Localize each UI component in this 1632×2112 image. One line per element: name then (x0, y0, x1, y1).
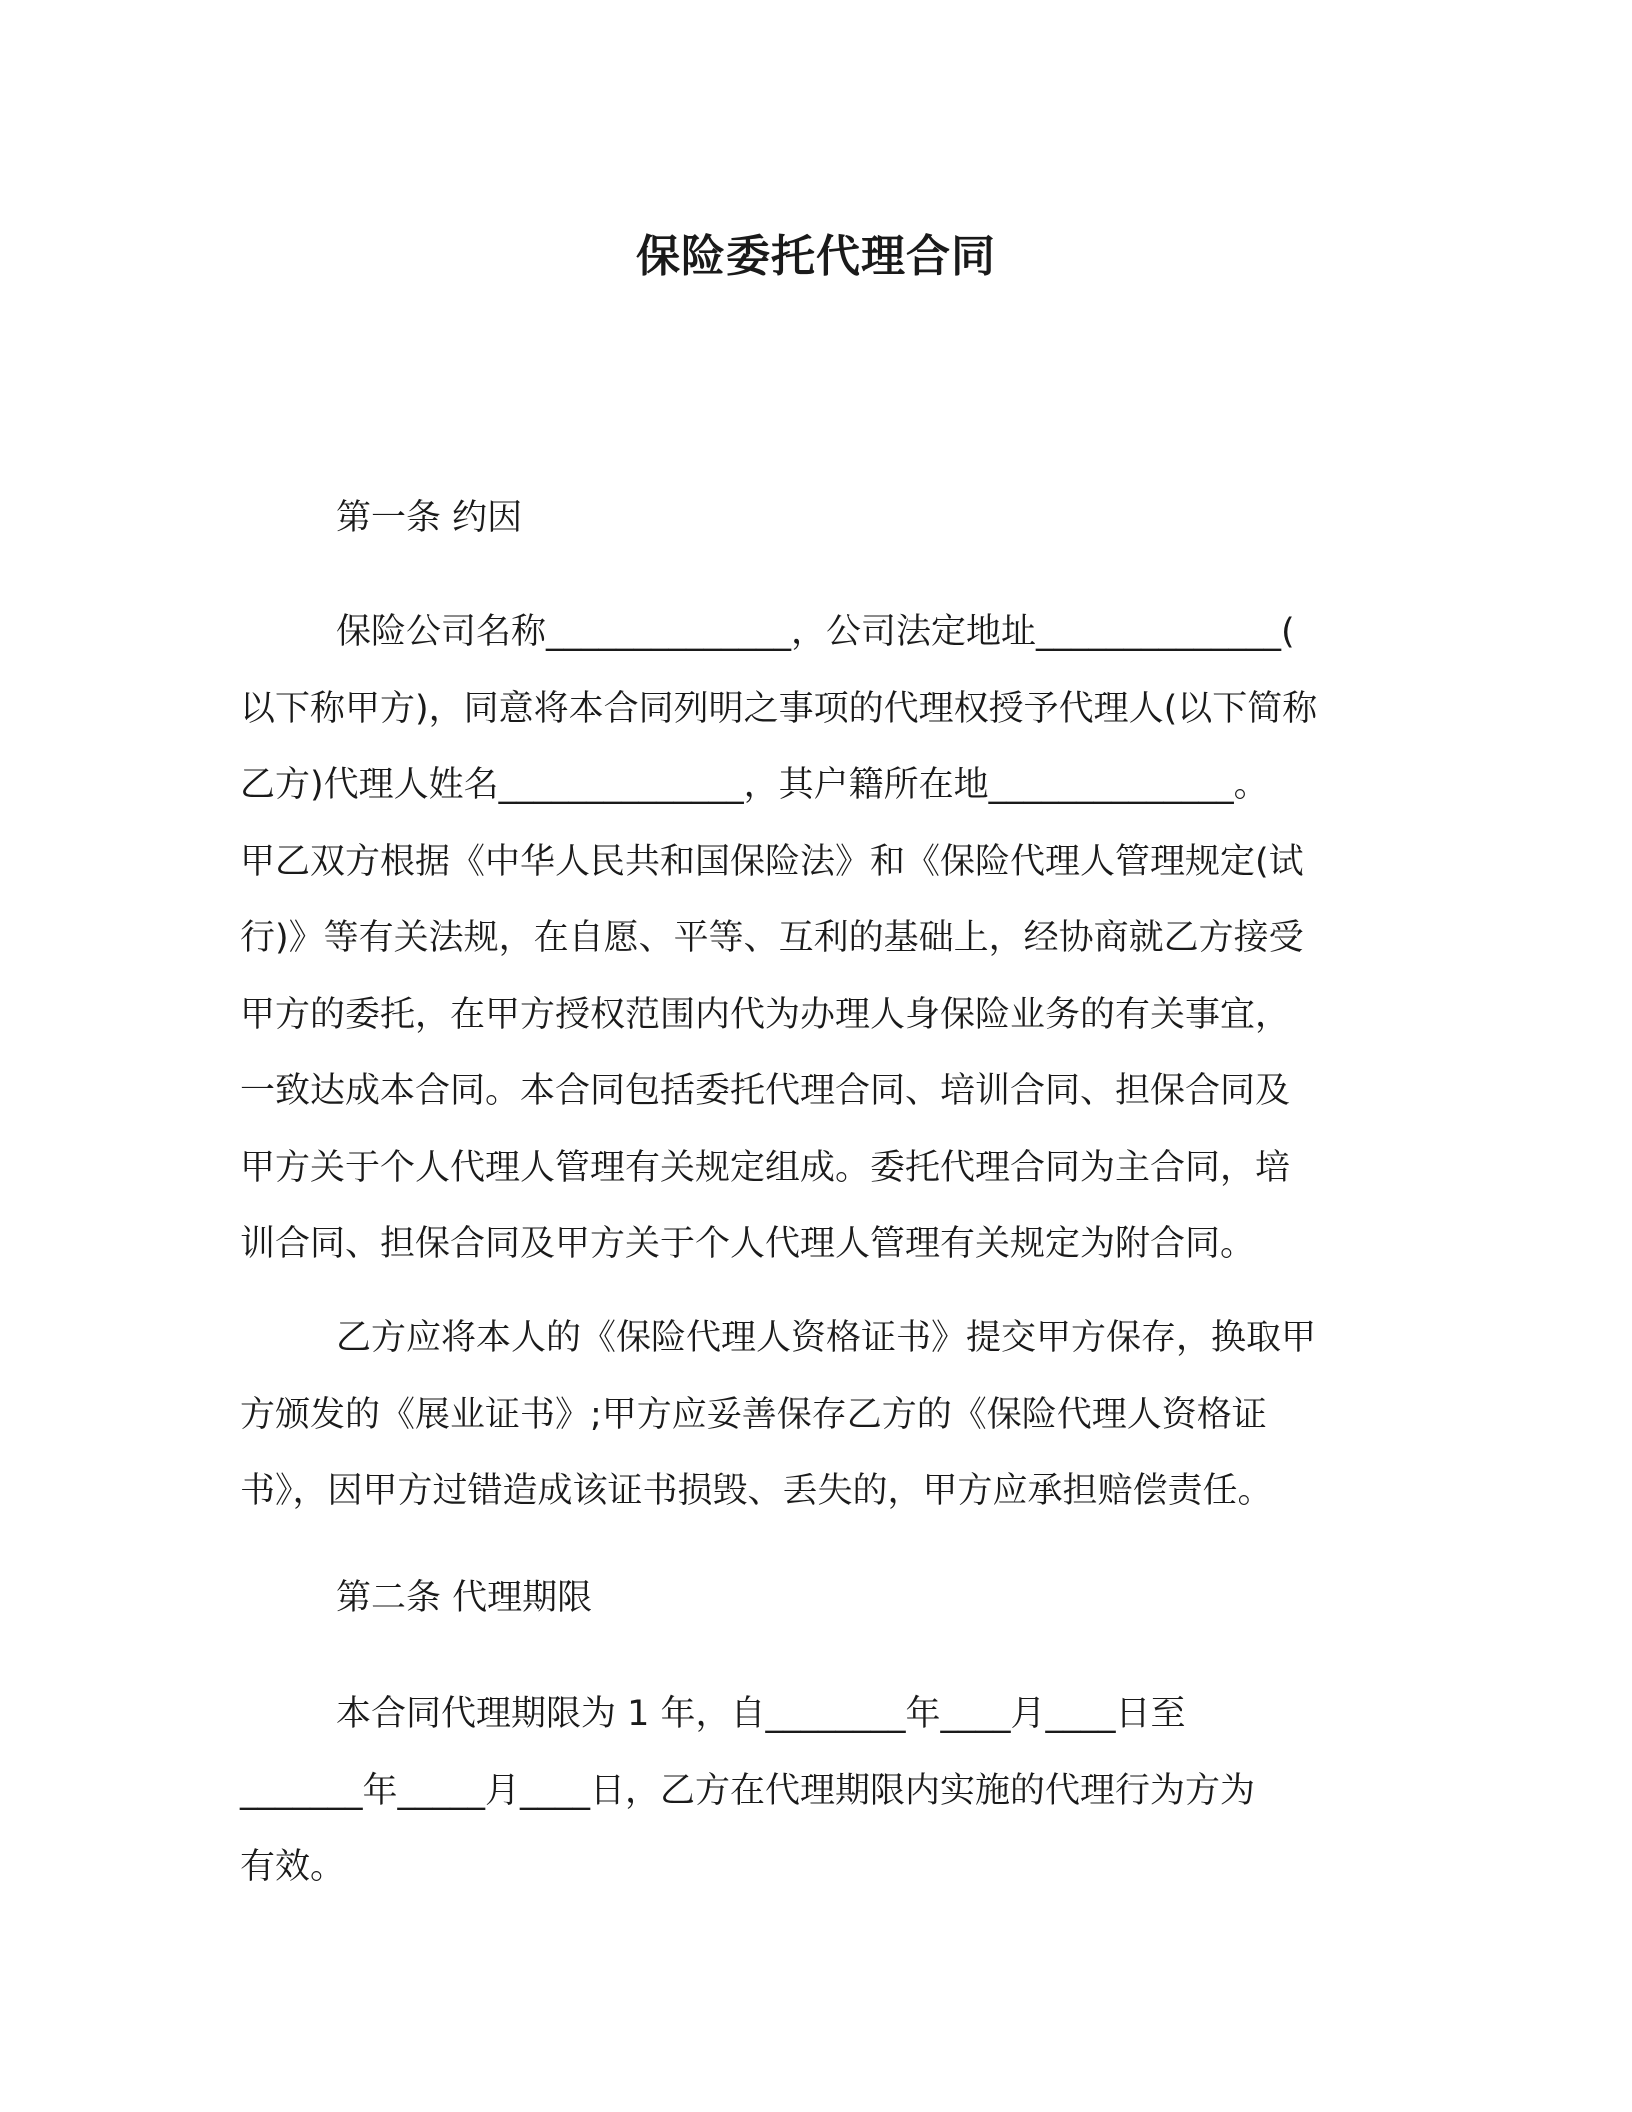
paragraph-line: 方颁发的《展业证书》;甲方应妥善保存乙方的《保险代理人资格证 (240, 1394, 1267, 1435)
paragraph-line: 保险公司名称______________，公司法定地址______________( (336, 612, 1295, 652)
section-heading: 第二条 代理期限 (336, 1578, 593, 1618)
section-1-paragraph-2 (240, 1300, 1392, 1530)
paragraph-line: 训合同、担保合同及甲方关于个人代理人管理有关规定为附合同。 (240, 1224, 1256, 1264)
document-title: 保险委托代理合同 (636, 231, 996, 282)
section-2-heading-block (240, 1560, 1392, 1637)
paragraph-line: _______年_____月____日，乙方在代理期限内实施的代理行为方为 (240, 1770, 1256, 1811)
paragraph-line: 一致达成本合同。本合同包括委托代理合同、培训合同、担保合同及 (240, 1071, 1291, 1111)
section-1-paragraph-1 (240, 594, 1392, 1283)
section-heading: 第一条 约因 (336, 498, 523, 538)
paragraph-line: 甲方关于个人代理人管理有关规定组成。委托代理合同为主合同，培 (240, 1147, 1291, 1188)
section-2-paragraph-1 (240, 1676, 1392, 1906)
section-1-heading-block (240, 480, 1392, 557)
paragraph-line: 行)》等有关法规，在自愿、平等、互利的基础上，经协商就乙方接受 (240, 918, 1304, 958)
paragraph-line: 本合同代理期限为 1 年，自________年____月____日至 (336, 1694, 1186, 1734)
paragraph-line: 乙方)代理人姓名______________，其户籍所在地______________。 (240, 765, 1269, 805)
paragraph-line: 以下称甲方)，同意将本合同列明之事项的代理权授予代理人(以下简称 (240, 688, 1318, 729)
paragraph-line: 乙方应将本人的《保险代理人资格证书》提交甲方保存，换取甲 (336, 1318, 1317, 1358)
paragraph-line: 甲方的委托，在甲方授权范围内代为办理人身保险业务的有关事宜， (240, 994, 1291, 1035)
paragraph-line: 有效。 (240, 1847, 346, 1887)
paragraph-line: 书》，因甲方过错造成该证书损毁、丢失的，甲方应承担赔偿责任。 (240, 1471, 1273, 1511)
paragraph-line: 甲乙双方根据《中华人民共和国保险法》和《保险代理人管理规定(试 (240, 841, 1304, 882)
